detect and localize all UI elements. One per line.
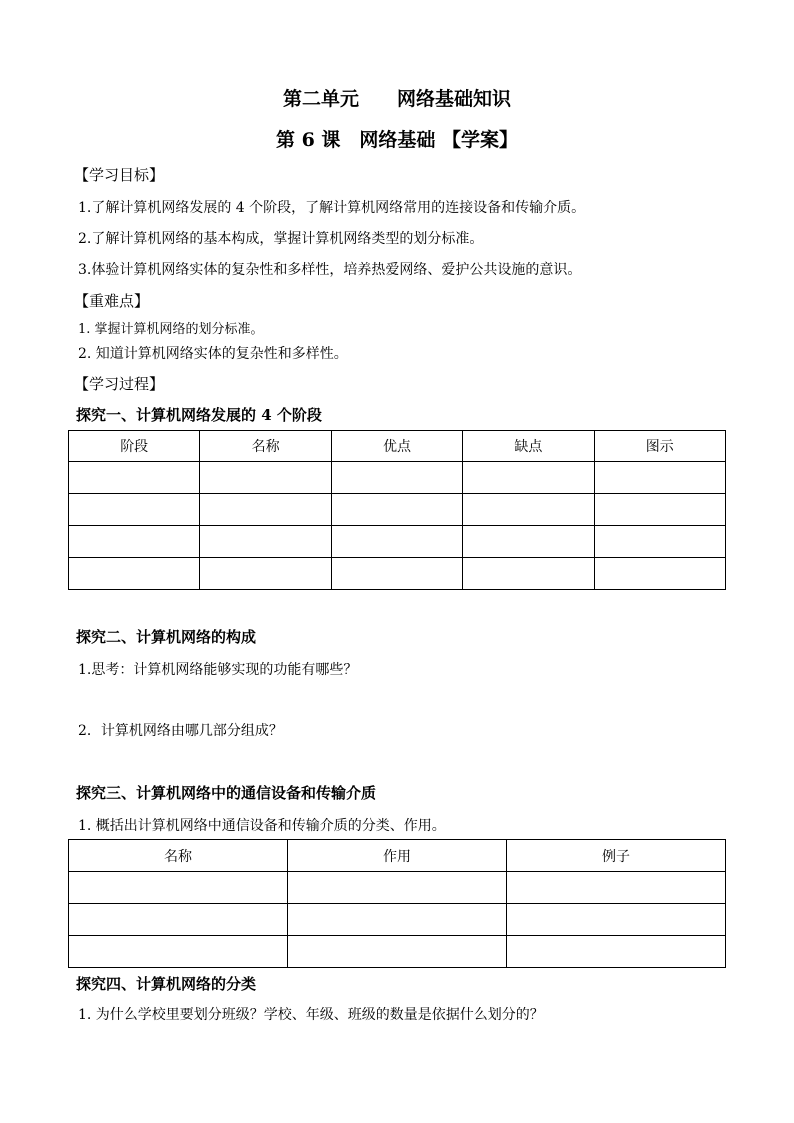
table-row bbox=[69, 904, 726, 936]
explore2-question-2: 2．计算机网络由哪几部分组成？ bbox=[78, 723, 283, 739]
table-cell[interactable] bbox=[594, 494, 725, 526]
table-cell[interactable] bbox=[200, 558, 331, 590]
explore2-question-1: 1.思考：计算机网络能够实现的功能有哪些？ bbox=[78, 662, 358, 678]
table-row bbox=[69, 494, 726, 526]
explore4-question-1: 1. 为什么学校里要划分班级？学校、年级、班级的数量是依据什么划分的？ bbox=[78, 1007, 544, 1023]
process-heading: 【学习过程】 bbox=[74, 375, 165, 393]
table-cell[interactable] bbox=[594, 558, 725, 590]
table-row bbox=[69, 462, 726, 494]
table-header-cell: 名称 bbox=[69, 840, 288, 872]
objective-item-1: 1.了解计算机网络发展的 4 个阶段，了解计算机网络常用的连接设备和传输介质。 bbox=[78, 200, 586, 216]
table-header-cell: 图示 bbox=[594, 431, 725, 462]
table-cell[interactable] bbox=[463, 526, 594, 558]
table-header-cell: 优点 bbox=[331, 431, 462, 462]
table-cell[interactable] bbox=[331, 558, 462, 590]
lesson-title: 第 6 课 网络基础 【学案】 bbox=[275, 129, 519, 151]
explore3-question-1: 1. 概括出计算机网络中通信设备和传输介质的分类、作用。 bbox=[78, 818, 446, 834]
key-points-heading: 【重难点】 bbox=[74, 292, 150, 310]
table-cell[interactable] bbox=[594, 462, 725, 494]
table-cell[interactable] bbox=[506, 872, 725, 904]
explore1-heading: 探究一、计算机网络发展的 4 个阶段 bbox=[76, 406, 322, 424]
table-header-cell: 名称 bbox=[200, 431, 331, 462]
explore4-heading: 探究四、计算机网络的分类 bbox=[76, 975, 257, 993]
table-cell[interactable] bbox=[506, 936, 725, 968]
table-row bbox=[69, 872, 726, 904]
explore2-heading: 探究二、计算机网络的构成 bbox=[76, 628, 257, 646]
table-cell[interactable] bbox=[506, 904, 725, 936]
table-cell[interactable] bbox=[200, 526, 331, 558]
table-header-cell: 例子 bbox=[506, 840, 725, 872]
table-row bbox=[69, 526, 726, 558]
table-cell[interactable] bbox=[69, 904, 288, 936]
table-cell[interactable] bbox=[69, 872, 288, 904]
table-header-cell: 缺点 bbox=[463, 431, 594, 462]
objectives-heading: 【学习目标】 bbox=[74, 166, 165, 184]
table-header-cell: 作用 bbox=[287, 840, 506, 872]
key-point-item-2: 2. 知道计算机网络实体的复杂性和多样性。 bbox=[78, 346, 348, 362]
table-cell[interactable] bbox=[69, 936, 288, 968]
table-cell[interactable] bbox=[463, 558, 594, 590]
table-cell[interactable] bbox=[594, 526, 725, 558]
table-cell[interactable] bbox=[69, 462, 200, 494]
table-cell[interactable] bbox=[331, 526, 462, 558]
table-cell[interactable] bbox=[287, 904, 506, 936]
table-cell[interactable] bbox=[287, 936, 506, 968]
explore3-heading: 探究三、计算机网络中的通信设备和传输介质 bbox=[76, 784, 377, 802]
table-cell[interactable] bbox=[200, 462, 331, 494]
table-header-cell: 阶段 bbox=[69, 431, 200, 462]
devices-table bbox=[68, 839, 726, 968]
unit-title: 第二单元 网络基础知识 bbox=[282, 88, 511, 110]
objective-item-2: 2.了解计算机网络的基本构成，掌握计算机网络类型的划分标准。 bbox=[78, 231, 484, 247]
table-row bbox=[69, 936, 726, 968]
table-cell[interactable] bbox=[331, 494, 462, 526]
table-cell[interactable] bbox=[69, 494, 200, 526]
table-cell[interactable] bbox=[463, 462, 594, 494]
key-point-item-1: 1. 掌握计算机网络的划分标准。 bbox=[78, 322, 264, 337]
table-row bbox=[69, 558, 726, 590]
table-cell[interactable] bbox=[69, 526, 200, 558]
table-header-row bbox=[69, 431, 726, 462]
table-cell[interactable] bbox=[331, 462, 462, 494]
stages-table bbox=[68, 430, 726, 590]
table-cell[interactable] bbox=[287, 872, 506, 904]
table-cell[interactable] bbox=[463, 494, 594, 526]
table-cell[interactable] bbox=[200, 494, 331, 526]
table-header-row bbox=[69, 840, 726, 872]
table-cell[interactable] bbox=[69, 558, 200, 590]
objective-item-3: 3.体验计算机网络实体的复杂性和多样性，培养热爱网络、爱护公共设施的意识。 bbox=[78, 262, 582, 278]
